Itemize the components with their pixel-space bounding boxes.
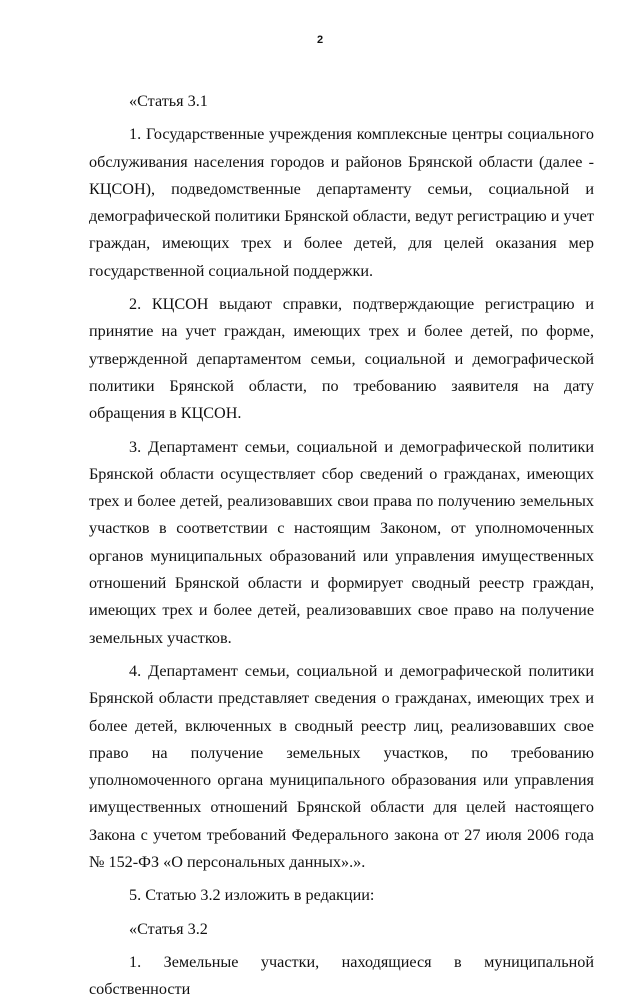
document-body [89,88,594,1004]
page-number: 2 [316,34,324,46]
article-heading-3-2: «Статья 3.2 [129,919,208,938]
paragraph-3-2-item-1: 1. Земельные участки, находящиеся в муниципальной собственности [89,952,594,999]
article-heading-3-1: «Статья 3.1 [129,92,208,110]
paragraph-3-1-item-4: 4. Департамент семьи, социальной и демографической политики Брянской области представляет сведения о гражданах, имеющих трех и более детей, включенных в сводный реестр лиц, реализовавших свое право на получение земельных участков, по требованию уполномоченного органа муниципального образования или управления имущественных отношений Брянской области для целей настоящего Закона с учетом требований Федерального закона от 27 июля 2006 года № 152-ФЗ «О персональных данных».». [89,661,594,872]
paragraph-amendment-5: 5. Статью 3.2 изложить в редакции: [129,886,375,905]
paragraph-3-1-item-3: 3. Департамент семьи, социальной и демографической политики Брянской области осуществляет сбор сведений о гражданах, имеющих трех и более детей, реализовавших свои права по получению земельных участков в соответствии с настоящим Законом, от уполномоченных органов муниципальных образований или управления имущественных отношений Брянской области и формирует сводный реестр граждан, имеющих трех и более детей, реализовавших свое право на получение земельных участков. [89,437,594,647]
paragraph-3-1-item-1: 1. Государственные учреждения комплексные центры социального обслуживания населения городов и районов Брянской области (далее - КЦСОН), подведомственные департаменту семьи, социальной и демографической политики Брянской области, ведут регистрацию и учет граждан, имеющих трех и более детей, для целей оказания мер государственной социальной поддержки. [89,125,594,280]
paragraph-3-1-item-2: 2. КЦСОН выдают справки, подтверждающие регистрацию и принятие на учет граждан, имеющих трех и более детей, по форме, утвержденной департаментом семьи, социальной и демографической политики Брянской области, по требованию заявителя на дату обращения в КЦСОН. [89,295,594,423]
